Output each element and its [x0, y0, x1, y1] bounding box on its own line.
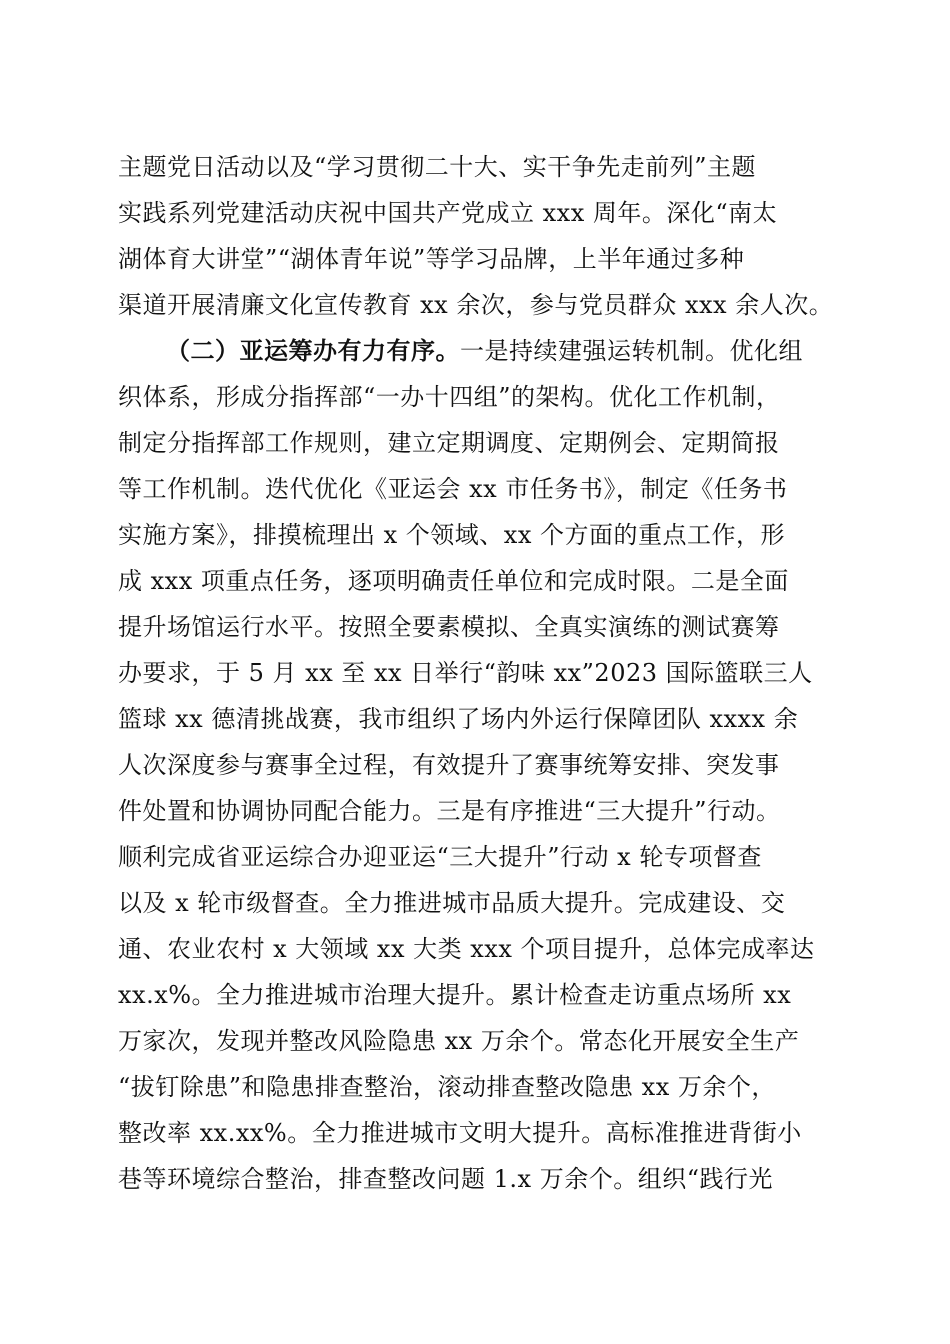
- text-line: 等工作机制。迭代优化《亚运会 xx 市任务书》，制定《任务书: [118, 475, 788, 503]
- text-line: 万家次，发现并整改风险隐患 xx 万余个。常态化开展安全生产: [118, 1027, 800, 1055]
- text-line: 实践系列党建活动庆祝中国共产党成立 xxx 周年。深化“南太: [118, 199, 778, 227]
- text-line: 湖体育大讲堂”“湖体青年说”等学习品牌，上半年通过多种: [118, 245, 745, 273]
- text-line: 办要求，于 5 月 xx 至 xx 日举行“韵味 xx”2023 国际篮联三人: [118, 659, 813, 687]
- text-line: 主题党日活动以及“学习贯彻二十大、实干争先走前列”主题: [118, 153, 757, 181]
- document-body: [118, 144, 838, 1202]
- text-line: 织体系，形成分指挥部“一办十四组”的架构。优化工作机制，: [118, 383, 781, 411]
- text-line: 提升场馆运行水平。按照全要素模拟、全真实演练的测试赛筹: [118, 613, 780, 641]
- text-line: 渠道开展清廉文化宣传教育 xx 余次，参与党员群众 xxx 余人次。: [118, 291, 834, 319]
- section-heading-line: [118, 328, 838, 374]
- text-line: 通、农业农村 x 大领域 xx 大类 xxx 个项目提升，总体完成率达: [118, 935, 815, 963]
- section-heading-rest: 一是持续建强运转机制。优化组: [460, 337, 803, 365]
- text-line: 实施方案》，排摸梳理出 x 个领域、xx 个方面的重点工作，形: [118, 521, 785, 549]
- text-line: 件处置和协调协同配合能力。三是有序推进“三大提升”行动。: [118, 797, 781, 825]
- text-line: 整改率 xx.xx%。全力推进城市文明大提升。高标准推进背街小: [118, 1119, 802, 1147]
- text-line: 成 xxx 项重点任务，逐项明确责任单位和完成时限。二是全面: [118, 567, 789, 595]
- text-line: 制定分指挥部工作规则，建立定期调度、定期例会、定期简报: [118, 429, 780, 457]
- text-line: 顺利完成省亚运综合办迎亚运“三大提升”行动 x 轮专项督查: [118, 843, 762, 871]
- text-line: 以及 x 轮市级督查。全力推进城市品质大提升。完成建设、交: [118, 889, 786, 917]
- text-line: “拔钉除患”和隐患排查整治，滚动排查整改隐患 xx 万余个，: [118, 1073, 776, 1101]
- text-line: 人次深度参与赛事全过程，有效提升了赛事统筹安排、突发事: [118, 751, 780, 779]
- section-heading: （二）亚运筹办有力有序。: [166, 336, 460, 365]
- text-line: 巷等环境综合整治，排查整改问题 1.x 万余个。组织“践行光: [118, 1165, 773, 1193]
- text-line: xx.x%。全力推进城市治理大提升。累计检查走访重点场所 xx: [118, 981, 792, 1009]
- text-line: 篮球 xx 德清挑战赛，我市组织了场内外运行保障团队 xxxx 余: [118, 705, 799, 733]
